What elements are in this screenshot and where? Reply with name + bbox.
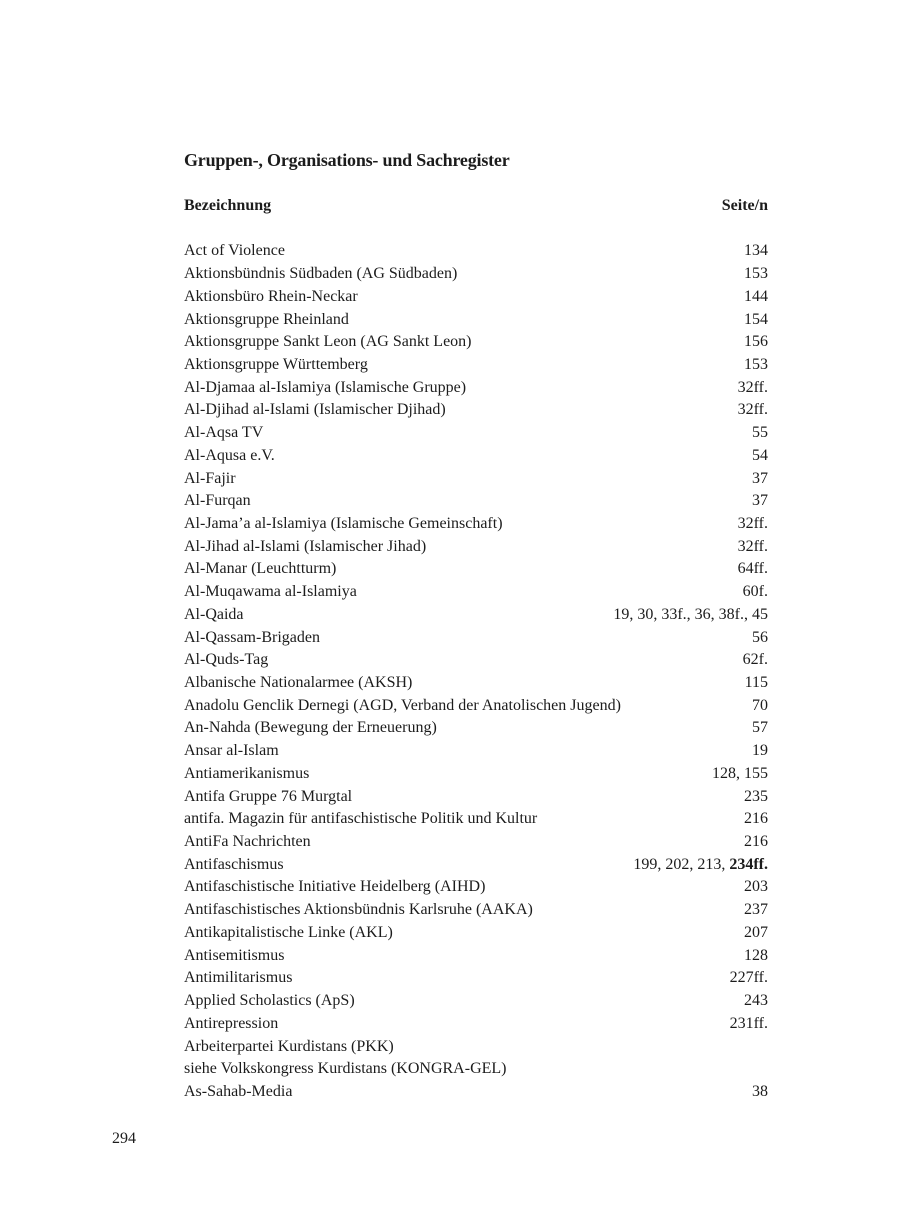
entry-pages	[744, 331, 768, 353]
entry-pages	[712, 763, 768, 785]
entry-name: Al-Djihad al-Islami (Islamischer Djihad)	[184, 401, 446, 419]
index-entry	[184, 1081, 768, 1104]
index-entry	[184, 785, 768, 808]
index-entry	[184, 399, 768, 422]
index-entry	[184, 558, 768, 581]
index-entry	[184, 763, 768, 786]
entry-pages	[752, 717, 768, 739]
entry-pages-text: 216	[744, 810, 768, 828]
entry-pages	[744, 831, 768, 853]
entry-pages	[744, 899, 768, 921]
entry-pages	[744, 309, 768, 331]
index-entry	[184, 740, 768, 763]
entry-pages-text: 55	[752, 424, 768, 442]
entry-name: antifa. Magazin für antifaschistische Politik und Kultur	[184, 810, 538, 828]
index-entry	[184, 331, 768, 354]
entry-name: Antifaschistisches Aktionsbündnis Karlsruhe (AAKA)	[184, 901, 533, 919]
entry-pages	[730, 1013, 768, 1035]
index-entry	[184, 1035, 768, 1058]
index-entry	[184, 694, 768, 717]
entry-name: Antiamerikanismus	[184, 764, 310, 782]
entry-name: Al-Qassam-Brigaden	[184, 628, 320, 646]
entry-pages	[752, 1081, 768, 1103]
entry-pages-text: 235	[744, 787, 768, 805]
index-entry	[184, 354, 768, 377]
entry-pages-text: 203	[744, 878, 768, 896]
index-entry	[184, 376, 768, 399]
entry-pages-text: 37	[752, 492, 768, 510]
entry-pages	[738, 536, 768, 558]
index-entry	[184, 490, 768, 513]
index-entry	[184, 604, 768, 627]
entry-pages	[744, 263, 768, 285]
index-entry	[184, 990, 768, 1013]
entry-pages-text: 134	[744, 242, 768, 260]
entry-pages	[738, 513, 768, 535]
entry-pages	[744, 876, 768, 898]
entry-name: As-Sahab-Media	[184, 1082, 293, 1100]
entry-pages	[745, 672, 768, 694]
index-entry	[184, 1012, 768, 1035]
index-entry	[184, 240, 768, 263]
entry-name: Aktionsgruppe Rheinland	[184, 310, 349, 328]
index-entry	[184, 263, 768, 286]
entry-pages-text: 54	[752, 446, 768, 464]
entry-name: Antikapitalistische Linke (AKL)	[184, 923, 393, 941]
entry-name: Al-Djamaa al-Islamiya (Islamische Gruppe)	[184, 378, 467, 396]
entry-name: Antifaschismus	[184, 855, 284, 873]
entry-name: Aktionsbündnis Südbaden (AG Südbaden)	[184, 265, 458, 283]
entry-pages	[744, 945, 768, 967]
entry-name: Arbeiterpartei Kurdistans (PKK)	[184, 1037, 394, 1055]
entry-pages-text: 153	[744, 355, 768, 373]
index-entry	[184, 967, 768, 990]
entry-name: Al-Manar (Leuchtturm)	[184, 560, 337, 578]
entry-name: Antirepression	[184, 1014, 279, 1032]
index-entry	[184, 717, 768, 740]
entry-pages-text: 62f.	[742, 651, 768, 669]
entry-pages	[752, 490, 768, 512]
entry-name: Antifaschistische Initiative Heidelberg (AIHD)	[184, 878, 486, 896]
index-entry	[184, 944, 768, 967]
name-column-header: Bezeichnung	[184, 197, 272, 214]
entry-pages-text: 156	[744, 333, 768, 351]
entry-name: Aktionsbüro Rhein-Neckar	[184, 287, 358, 305]
index-entry	[184, 899, 768, 922]
entry-pages	[738, 558, 768, 580]
entry-pages-text: 64ff.	[737, 560, 768, 578]
entry-name: Act of Violence	[184, 242, 285, 260]
entry-name: Anadolu Genclik Dernegi (AGD, Verband der Anatolischen Jugend)	[184, 696, 621, 714]
entry-name: Al-Jama’a al-Islamiya (Islamische Gemeinschaft)	[184, 514, 503, 532]
entry-pages-text: 207	[744, 923, 768, 941]
entry-pages-text: 128, 155	[712, 764, 768, 782]
column-header-row	[184, 195, 768, 217]
index-entry	[184, 853, 768, 876]
entry-pages-text: 128	[744, 946, 768, 964]
entry-pages	[744, 354, 768, 376]
entry-pages-text: 60f.	[742, 583, 768, 601]
entry-name: siehe Volkskongress Kurdistans (KONGRA-GEL)	[184, 1060, 507, 1078]
pages-column-header: Seite/n	[721, 197, 768, 214]
index-entry	[184, 626, 768, 649]
entry-pages	[613, 604, 768, 626]
entry-pages-text: 154	[744, 310, 768, 328]
entry-pages	[633, 854, 768, 876]
entry-name: Ansar al-Islam	[184, 742, 279, 760]
entry-pages-text: 56	[752, 628, 768, 646]
entry-name: AntiFa Nachrichten	[184, 833, 311, 851]
entry-pages-text: 32ff.	[737, 514, 768, 532]
entry-name: Applied Scholastics (ApS)	[184, 992, 355, 1010]
index-list	[184, 240, 768, 1103]
entry-name: Al-Aqusa e.V.	[184, 446, 275, 464]
entry-pages-text: 115	[744, 674, 768, 692]
entry-pages	[744, 286, 768, 308]
index-entry	[184, 831, 768, 854]
entry-pages-text: 216	[744, 833, 768, 851]
index-entry	[184, 922, 768, 945]
entry-pages-text: 19, 30, 33f., 36, 38f., 45	[613, 605, 768, 623]
entry-name: Al-Furqan	[184, 492, 251, 510]
index-entry	[184, 808, 768, 831]
entry-name: Al-Muqawama al-Islamiya	[184, 583, 357, 601]
entry-pages	[752, 422, 768, 444]
entry-pages-text: 227ff.	[729, 969, 768, 987]
entry-name: Antimilitarismus	[184, 969, 293, 987]
entry-pages	[752, 445, 768, 467]
entry-pages	[752, 468, 768, 490]
page-number: 294	[112, 1130, 136, 1147]
entry-name: Al-Aqsa TV	[184, 424, 264, 442]
entry-name: Antisemitismus	[184, 946, 285, 964]
page-title: Gruppen-, Organisations- und Sachregister	[184, 150, 510, 170]
entry-name: Antifa Gruppe 76 Murgtal	[184, 787, 353, 805]
entry-pages	[744, 240, 768, 262]
index-entry	[184, 444, 768, 467]
entry-pages	[752, 627, 768, 649]
entry-pages	[743, 649, 768, 671]
entry-pages-text: 144	[744, 287, 768, 305]
index-entry	[184, 308, 768, 331]
entry-name: Aktionsgruppe Württemberg	[184, 355, 368, 373]
entry-pages	[744, 808, 768, 830]
entry-pages-text: 32ff.	[737, 378, 768, 396]
entry-name: Al-Fajir	[184, 469, 236, 487]
entry-name: An-Nahda (Bewegung der Erneuerung)	[184, 719, 437, 737]
entry-pages-text: 243	[744, 992, 768, 1010]
entry-name: Albanische Nationalarmee (AKSH)	[184, 674, 413, 692]
entry-pages-text: 237	[744, 901, 768, 919]
entry-pages-text: 199, 202, 213,	[633, 855, 730, 873]
entry-pages-text: 32ff.	[737, 401, 768, 419]
entry-pages-text: 57	[752, 719, 768, 737]
entry-name: Al-Qaida	[184, 605, 244, 623]
entry-pages	[743, 581, 768, 603]
entry-pages-text: 32ff.	[737, 537, 768, 555]
entry-name: Al-Jihad al-Islami (Islamischer Jihad)	[184, 537, 427, 555]
entry-name: Aktionsgruppe Sankt Leon (AG Sankt Leon)	[184, 333, 472, 351]
index-entry	[184, 581, 768, 604]
index-entry	[184, 467, 768, 490]
entry-pages-text: 231ff.	[729, 1014, 768, 1032]
index-entry	[184, 672, 768, 695]
index-entry	[184, 535, 768, 558]
entry-pages-text: 19	[752, 742, 768, 760]
index-entry	[184, 285, 768, 308]
entry-pages	[738, 399, 768, 421]
entry-pages-text: 38	[752, 1082, 768, 1100]
entry-pages-main-reference: 234ff.	[729, 855, 768, 873]
entry-pages-text: 70	[752, 696, 768, 714]
entry-pages-text: 37	[752, 469, 768, 487]
entry-pages	[752, 695, 768, 717]
entry-pages	[738, 377, 768, 399]
entry-pages	[744, 786, 768, 808]
entry-pages	[744, 922, 768, 944]
entry-name: Al-Quds-Tag	[184, 651, 269, 669]
entry-pages	[744, 990, 768, 1012]
index-entry	[184, 649, 768, 672]
entry-pages	[752, 740, 768, 762]
index-entry	[184, 422, 768, 445]
entry-pages	[730, 967, 768, 989]
entry-pages-text: 153	[744, 265, 768, 283]
index-entry	[184, 513, 768, 536]
index-entry	[184, 876, 768, 899]
index-entry	[184, 1058, 768, 1081]
